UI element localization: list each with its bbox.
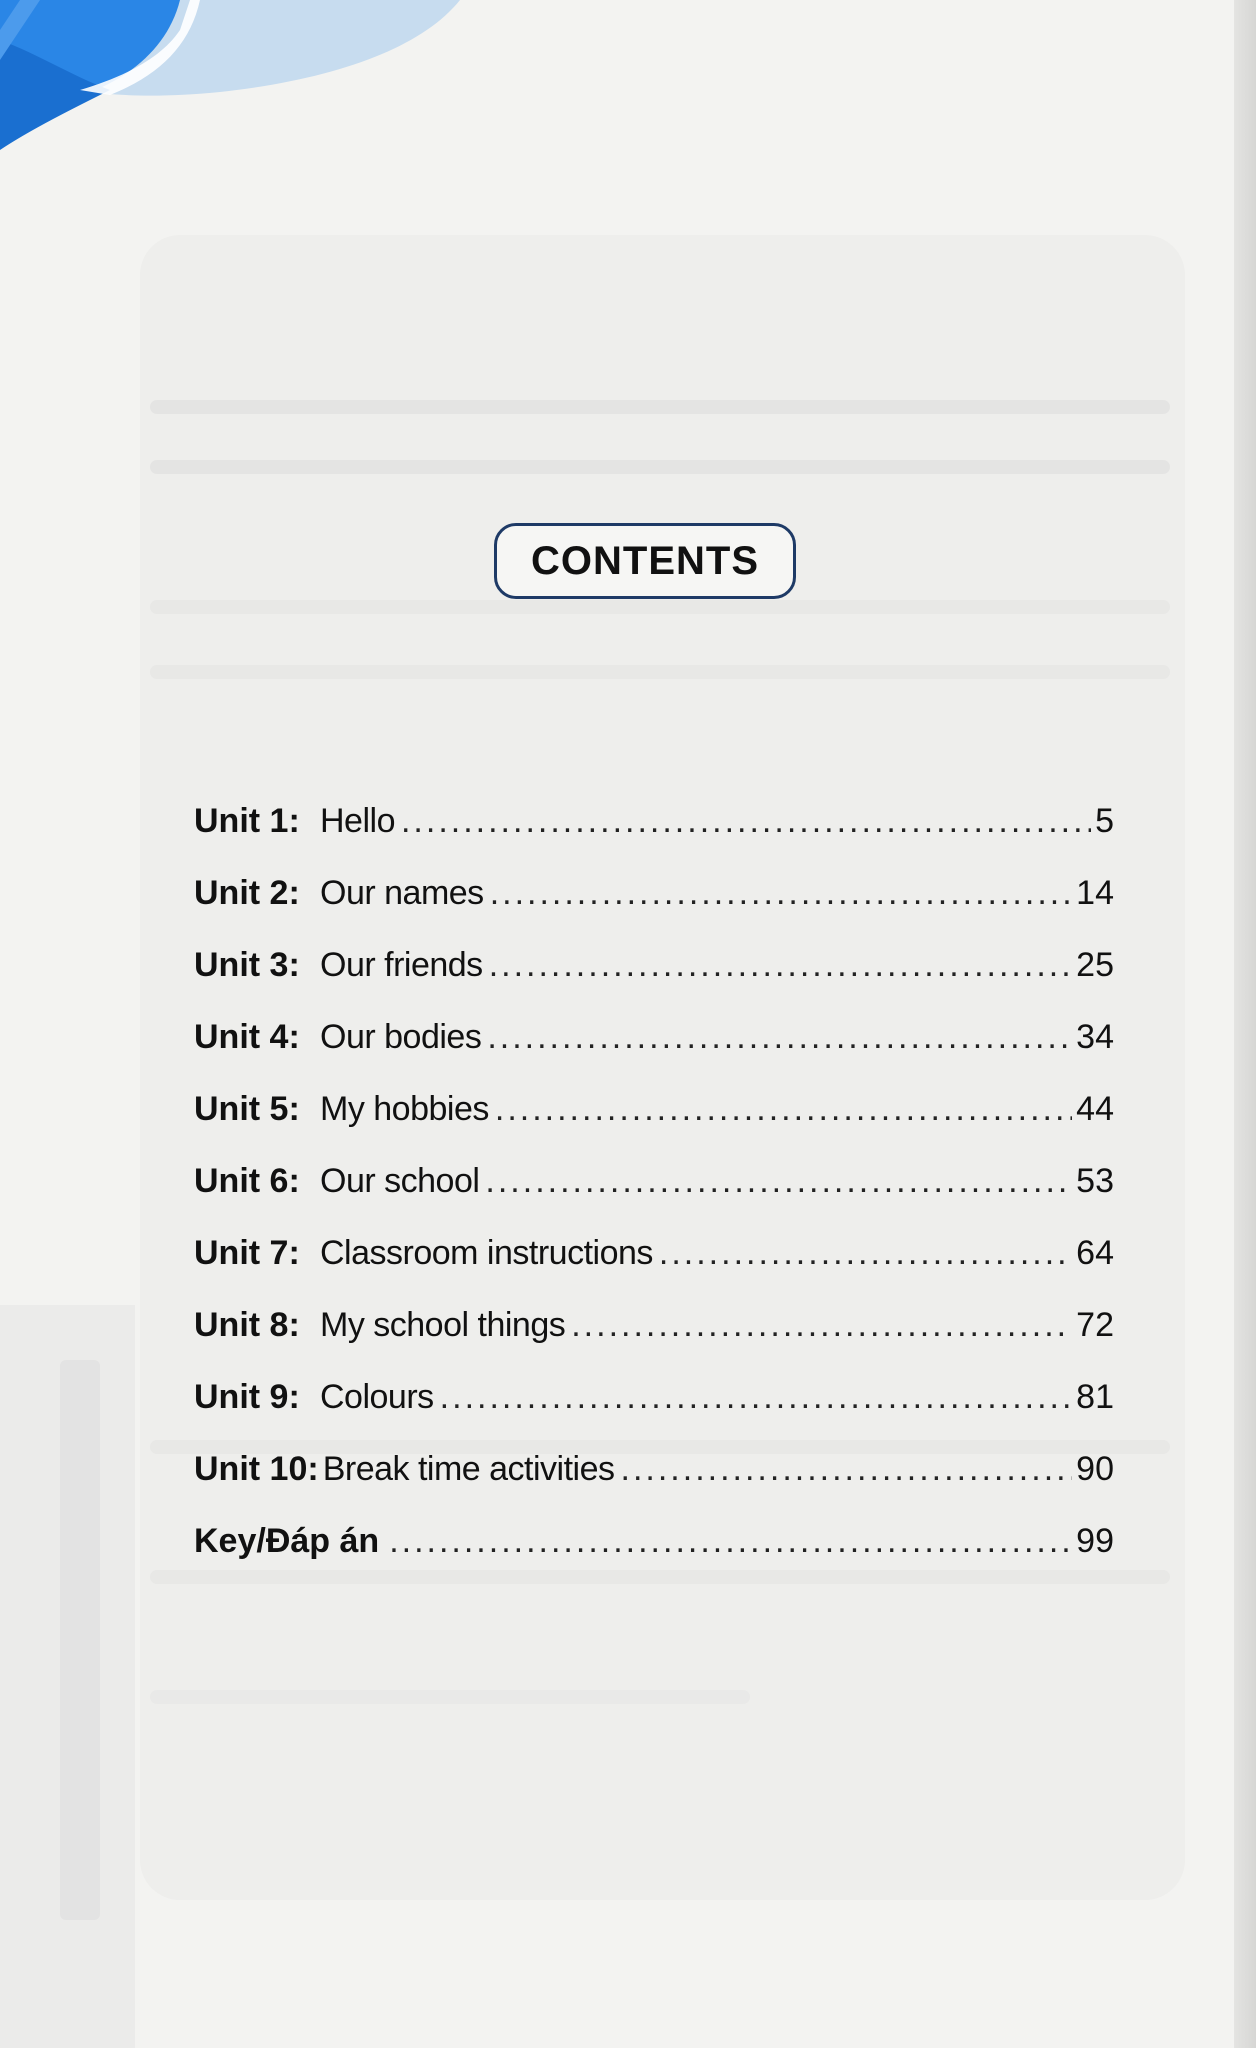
toc-unit-title: My hobbies [320,1090,489,1128]
show-through-line [150,400,1170,414]
toc-unit-title: My school things [320,1306,566,1344]
show-through-line [150,1570,1170,1584]
toc-unit-label: Unit 4: [194,1018,300,1056]
toc-dot-leader [489,945,1072,985]
toc-unit-label: Unit 5: [194,1090,300,1128]
toc-page-number: 90 [1076,1450,1114,1488]
toc-unit-label: Unit 6: [194,1162,300,1200]
toc-unit-label: Unit 9: [194,1378,300,1416]
toc-dot-leader [490,873,1072,913]
toc-dot-leader [487,1017,1072,1057]
toc-entry [194,1297,1114,1345]
toc-dot-leader [401,801,1091,841]
toc-unit-title: Our bodies [320,1018,482,1056]
toc-dot-leader [485,1161,1072,1201]
toc-unit-title: Classroom instructions [320,1234,653,1272]
toc-entry [194,865,1114,913]
toc-unit-title: Our names [320,874,484,912]
toc-unit-label: Unit 8: [194,1306,300,1344]
show-through-panel [140,235,1185,1900]
toc-unit-title: Our school [320,1162,480,1200]
contents-title-box [494,523,796,599]
toc-page-number: 25 [1076,946,1114,984]
toc-dot-leader [389,1521,1072,1561]
toc-entry [194,793,1114,841]
toc-page-number: 5 [1095,802,1114,840]
show-through-line [150,460,1170,474]
toc-entry [194,1153,1114,1201]
toc-page-number: 44 [1076,1090,1114,1128]
toc-unit-title: Colours [320,1378,434,1416]
toc-dot-leader [621,1449,1073,1489]
toc-entry [194,1441,1114,1489]
toc-dot-leader [495,1089,1072,1129]
show-through-line [150,1690,750,1704]
toc-unit-label: Unit 10: [194,1450,319,1488]
toc-unit-label: Unit 2: [194,874,300,912]
toc-dot-leader [659,1233,1072,1273]
right-page-edge [1234,0,1256,2048]
toc-unit-title: Break time activities [322,1450,615,1488]
toc-page-number: 81 [1076,1378,1114,1416]
toc-entry [194,1513,1114,1561]
toc-page-number: 64 [1076,1234,1114,1272]
toc-entry [194,937,1114,985]
contents-title: CONTENTS [531,538,759,583]
show-through-line [150,600,1170,614]
toc-unit-label: Unit 7: [194,1234,300,1272]
toc-page-number: 34 [1076,1018,1114,1056]
toc-unit-label: Key/Đáp án [194,1522,380,1560]
toc-page-number: 53 [1076,1162,1114,1200]
toc-page-number: 72 [1076,1306,1114,1344]
toc-entry [194,1081,1114,1129]
show-through-line [150,665,1170,679]
toc-entry [194,1369,1114,1417]
toc-entry [194,1225,1114,1273]
toc-page-number: 99 [1076,1522,1114,1560]
toc-page-number: 14 [1076,874,1114,912]
decorative-wave [0,0,1256,220]
toc-dot-leader [571,1305,1072,1345]
toc-dot-leader [440,1377,1073,1417]
left-page-spine-shadow [60,1360,100,1920]
toc-entry [194,1009,1114,1057]
toc-unit-label: Unit 3: [194,946,300,984]
toc-unit-label: Unit 1: [194,802,300,840]
toc-unit-title: Our friends [320,946,483,984]
toc-unit-title: Hello [320,802,395,840]
